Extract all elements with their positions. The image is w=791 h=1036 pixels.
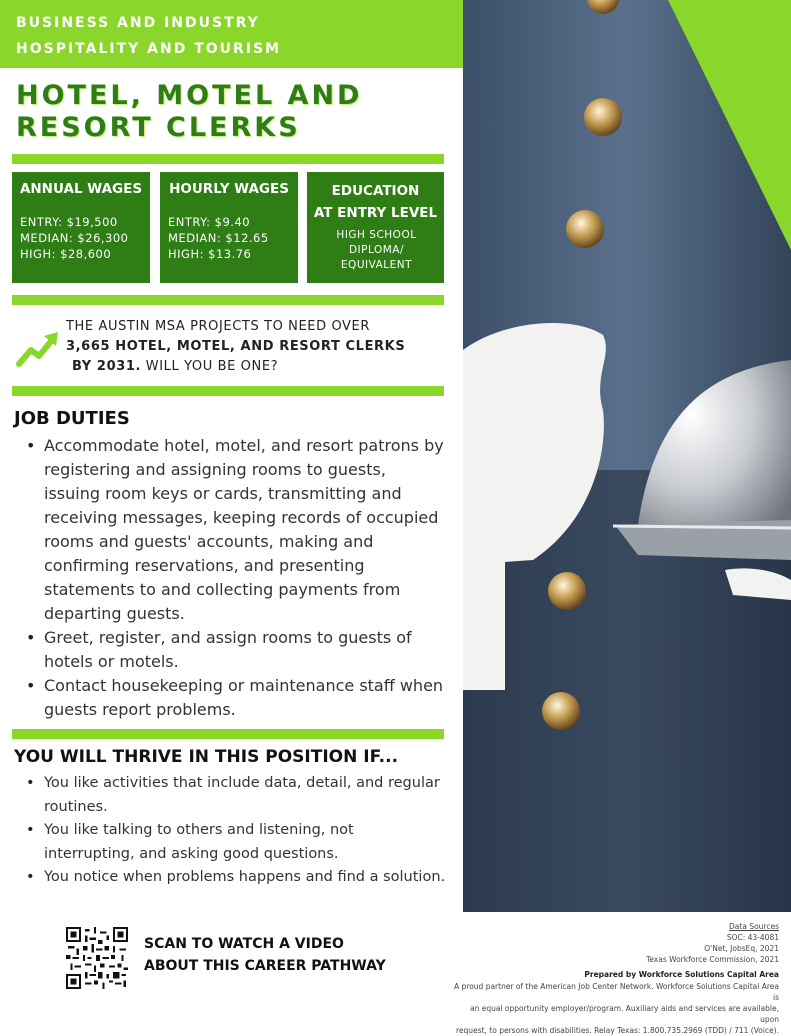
employment-projection <box>66 317 446 377</box>
education-value-1: HIGH SCHOOL <box>336 229 417 241</box>
banner-industry: BUSINESS AND INDUSTRY <box>16 15 260 31</box>
job-duties-list <box>26 434 446 722</box>
education-heading-2: AT ENTRY LEVEL <box>313 205 438 221</box>
sources-heading: Data Sources <box>729 922 779 931</box>
annual-high: HIGH: $28,600 <box>20 247 112 261</box>
education-box <box>307 172 444 283</box>
projection-count: 3,665 HOTEL, MOTEL, AND RESORT CLERKS <box>66 339 406 354</box>
list-item: • You like activities that include data, detail, and regular routines. <box>26 772 446 819</box>
scan-line-2: ABOUT THIS CAREER PATHWAY <box>144 958 386 974</box>
category-banner <box>0 0 463 68</box>
scan-line-1: SCAN TO WATCH A VIDEO <box>144 936 344 952</box>
projection-year: BY 2031. <box>72 359 142 374</box>
qr-code[interactable] <box>66 927 128 989</box>
trend-up-arrow-icon <box>16 330 60 368</box>
annual-wages-box <box>12 172 150 283</box>
hourly-median: MEDIAN: $12.65 <box>168 231 269 245</box>
data-sources <box>449 921 779 1036</box>
banner-cluster: HOSPITALITY AND TOURISM <box>16 41 282 57</box>
title-line-2: RESORT CLERKS <box>16 112 301 143</box>
prepared-by: Prepared by Workforce Solutions Capital Area <box>584 970 779 979</box>
title-line-1: HOTEL, MOTEL AND <box>16 80 363 111</box>
annual-median: MEDIAN: $26,300 <box>20 231 129 245</box>
annual-entry: ENTRY: $19,500 <box>20 215 118 229</box>
source-onet: O'Net, JobsEq, 2021 <box>704 944 779 953</box>
disclaimer-1: A proud partner of the American Job Center Network. Workforce Solutions Capital Area is <box>454 982 779 1002</box>
page-title <box>16 80 456 144</box>
scan-video-prompt <box>144 933 386 977</box>
soc-code: SOC: 43-4081 <box>726 933 779 942</box>
hourly-wages-heading: HOURLY WAGES <box>169 181 289 197</box>
bellhop-photo <box>463 0 791 912</box>
disclaimer-2: an equal opportunity employer/program. Auxiliary aids and services are available, upon <box>469 1004 779 1024</box>
education-value-3: EQUIVALENT <box>340 259 413 271</box>
hourly-entry: ENTRY: $9.40 <box>168 215 251 229</box>
divider <box>12 386 444 396</box>
projection-line-1: THE AUSTIN MSA PROJECTS TO NEED OVER <box>66 319 370 334</box>
list-item: • Accommodate hotel, motel, and resort patrons by registering and assigning rooms to guests, issuing room keys or cards, transmitting and receiving messages, keeping records of occupied rooms and guests' accounts, making and confirming reservations, and presenting statements to and collecting payments from departing guests. <box>26 434 446 626</box>
list-item: • Greet, register, and assign rooms to guests of hotels or motels. <box>26 626 446 674</box>
education-heading-1: EDUCATION <box>331 183 420 199</box>
divider <box>12 154 444 164</box>
disclaimer-3: request, to persons with disabilities. Relay Texas: 1.800.735.2969 (TDD) / 711 (Voice). <box>456 1026 779 1035</box>
projection-question: WILL YOU BE ONE? <box>141 359 279 374</box>
annual-wages-heading: ANNUAL WAGES <box>19 181 143 197</box>
education-value-2: DIPLOMA/ <box>348 244 405 256</box>
divider <box>12 295 444 305</box>
divider <box>12 729 444 739</box>
list-item: • Contact housekeeping or maintenance staff when guests report problems. <box>26 674 446 722</box>
source-twc: Texas Workforce Commission, 2021 <box>646 955 779 964</box>
job-duties-heading: JOB DUTIES <box>14 408 130 429</box>
hourly-high: HIGH: $13.76 <box>168 247 252 261</box>
list-item: • You like talking to others and listening, not interrupting, and asking good questions. <box>26 819 446 866</box>
bellhop-illustration <box>463 0 791 912</box>
thrive-heading: YOU WILL THRIVE IN THIS POSITION IF... <box>14 747 399 767</box>
hourly-wages-box <box>160 172 298 283</box>
thrive-list <box>26 772 446 890</box>
list-item: • You notice when problems happens and find a solution. <box>26 866 446 890</box>
